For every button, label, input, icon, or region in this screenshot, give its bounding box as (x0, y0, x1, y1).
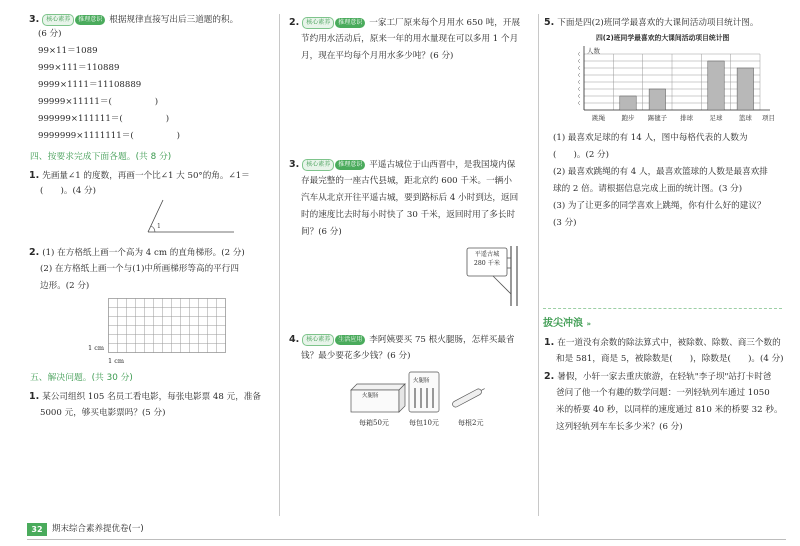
grid-cm-label-bottom: 1 cm (108, 357, 125, 365)
q3-line-2: 999×111＝110889 (38, 63, 120, 73)
q5-1-line-2: 5000 元，够买电影票吗？(5 分) (40, 408, 166, 418)
product-2-price: 每包10元 (409, 419, 439, 427)
q5-1 (29, 390, 261, 405)
k2-line-2: 爸问了他一个有趣的数学问题：一列轻轨列车通过 1050 (556, 388, 770, 398)
r-q5-3-line-2: (3 分) (553, 218, 577, 228)
section-5-heading: 五、解决问题。(共 30 分) (30, 373, 133, 383)
chart-y-tick-blank (579, 66, 581, 70)
chart-y-label: 人数 (587, 47, 600, 55)
m-q2-line-1: 一家工厂原来每个月用水 650 吨，开展 (369, 18, 521, 28)
r-q5-1-line-2: ( )。(2 分) (553, 150, 609, 160)
page-number: 32 (27, 523, 47, 536)
m-q3-tag-b: 推理意识 (335, 160, 365, 170)
k1-line-2: 和是 581，商是 5，被除数是( )，除数是( )。(4 分) (556, 354, 784, 364)
m-q4 (289, 333, 515, 348)
extension-heading-text: 拔尖冲浪 (543, 318, 583, 329)
k2-line-3: 米的桥要 40 秒，以同样的速度通过 810 米的桥要 32 秒。 (556, 405, 783, 415)
section-4-heading: 四、按要求完成下面各题。(共 8 分) (30, 152, 172, 162)
q3-line-6: 9999999×1111111＝( ) (38, 131, 181, 141)
k2 (544, 370, 771, 385)
svg-text:1: 1 (157, 223, 161, 230)
q4-2 (29, 246, 245, 261)
chart-bar-3 (649, 89, 665, 110)
k2-line-1: 暑假，小轩一家去重庆旅游，在轻轨"李子坝"站打卡时爸 (557, 372, 772, 382)
m-q3-line-3: 汽车从北京开往平遥古城，要到路标后 4 小时到达，返回 (301, 193, 519, 203)
k2-line-4: 这列轻轨列车车长多少米？(6 分) (556, 422, 683, 432)
m-q4-line-1: 李阿姨要买 75 根火腿肠，怎样买最省 (369, 335, 515, 345)
angle-1-figure (130, 198, 240, 238)
q4-2-number: 2. (29, 247, 40, 258)
m-q3-line-2: 存最完整的一座古代县城，距北京约 600 千米。一辆小 (301, 176, 512, 186)
q3-number: 3. (29, 14, 40, 25)
double-chevron-icon: » (586, 320, 592, 328)
r-q5-1-line-1: (1) 最喜欢足球的有 14 人，图中每格代表的人数为 (553, 133, 748, 143)
q3-text: 根据规律直接写出后三道题的积。 (109, 15, 239, 25)
q4-1 (29, 169, 250, 184)
chart-y-tick-blank (579, 94, 581, 98)
chart-category-label: 篮球 (738, 114, 752, 122)
r-q5-3-line-1: (3) 为了让更多的同学喜欢上跳绳，你有什么好的建议？ (553, 201, 766, 211)
m-q3 (289, 158, 515, 173)
chart-y-tick-blank (579, 87, 581, 91)
m-q3-line-4: 时的速度比去时每小时快了 30 千米，返回时用了多长时 (301, 210, 516, 220)
k1-line-1: 在一道没有余数的除法算式中，被除数、除数、商三个数的 (557, 338, 781, 348)
m-q2-tag-a: 核心素养 (302, 17, 334, 29)
chart-category-label: 跑步 (621, 114, 635, 122)
chart-y-tick-blank (579, 52, 581, 56)
m-q4-number: 4. (289, 334, 300, 345)
column-divider-2 (538, 14, 539, 516)
q3-points: (6 分) (38, 29, 62, 39)
m-q2 (289, 16, 520, 31)
chart-y-tick-blank (579, 101, 581, 105)
q3-line-4: 99999×11111＝( ) (38, 97, 159, 107)
grid-paper (108, 298, 228, 356)
chart-category-label: 足球 (709, 114, 723, 122)
m-q2-line-2: 节约用水活动后，原来一年的用水量现在可以多用 1 个月 (301, 34, 519, 44)
m-q4-line-2: 钱？最少要花多少钱？(6 分) (301, 351, 411, 361)
q5-1-number: 1. (29, 391, 40, 402)
chart-y-tick-blank (579, 59, 581, 63)
bar-chart (568, 44, 788, 130)
k2-number: 2. (544, 371, 555, 382)
q4-2-line-1: (1) 在方格纸上画一个高为 4 cm 的直角梯形。(2 分) (42, 248, 245, 258)
chart-bar-5 (708, 61, 724, 110)
k1-number: 1. (544, 337, 555, 348)
m-q2-number: 2. (289, 17, 300, 28)
chart-category-label: 排球 (680, 114, 694, 122)
q3-tag-b: 推理意识 (75, 15, 105, 25)
q4-1-number: 1. (29, 170, 40, 181)
m-q3-number: 3. (289, 159, 300, 170)
sign-line-1: 平遥古城 (474, 251, 500, 258)
chart-y-tick-blank (579, 80, 581, 84)
m-q2-tag-b: 推理意识 (335, 18, 365, 28)
m-q4-tag-b: 生活应用 (335, 335, 365, 345)
sign-line-2: 280 千米 (473, 260, 501, 268)
chart-category-label: 踢毽子 (647, 114, 668, 122)
q3-line-5: 999999×111111＝( ) (38, 114, 170, 124)
q3-line-3: 9999×1111＝11108889 (38, 80, 142, 90)
r-q5-2-line-1: (2) 最喜欢跳绳的有 4 人，最喜欢篮球的人数是最喜欢排 (553, 167, 768, 177)
m-q2-line-3: 月，现在平均每个月用水多少吨？(6 分) (301, 51, 454, 61)
q4-1-line-1: 先画量∠1 的度数，再画一个比∠1 大 50°的角。∠1＝ (42, 171, 250, 181)
chart-bar-6 (737, 68, 753, 110)
r-q5-text: 下面是四(2)班同学最喜欢的大课间活动项目统计图。 (557, 18, 759, 28)
product-2-box-text: 火腿肠 (413, 378, 430, 384)
q3-tag-a: 核心素养 (42, 14, 74, 26)
q4-1-line-2: ( )。(4 分) (40, 186, 96, 196)
footer-rule (27, 539, 786, 540)
r-q5-2-line-2: 球的 2 倍。请根据信息完成上面的统计图。(3 分) (553, 184, 743, 194)
product-3-price: 每根2元 (458, 419, 484, 427)
chart-x-label: 项目 (762, 114, 775, 122)
q5-1-line-1: 某公司组织 105 名员工看电影，每张电影票 48 元，准备 (42, 392, 261, 402)
q4-2-line-3: 边形。(2 分) (40, 281, 90, 291)
chart-category-label: 跳绳 (592, 114, 606, 122)
grid-cm-label-left: 1 cm (88, 344, 105, 352)
column-divider-1 (279, 14, 280, 516)
chart-title: 四(2)班同学最喜欢的大课间活动项目统计图 (596, 34, 730, 42)
extension-divider (543, 308, 782, 309)
m-q3-tag-a: 核心素养 (302, 159, 334, 171)
chart-y-tick-blank (579, 73, 581, 77)
product-1-box-text: 火腿肠 (362, 393, 379, 399)
q4-2-line-2: (2) 在方格纸上画一个与(1)中所画梯形等高的平行四 (40, 264, 239, 274)
road-sign (463, 244, 525, 308)
m-q4-tag-a: 核心素养 (302, 334, 334, 346)
q3-header (29, 13, 238, 28)
k1 (544, 336, 781, 351)
r-q5-number: 5. (544, 17, 555, 28)
r-q5 (544, 16, 758, 31)
extension-heading (543, 316, 591, 332)
m-q3-line-1: 平遥古城位于山西晋中，是我国境内保 (369, 160, 516, 170)
q3-line-1: 99×11＝1089 (38, 46, 98, 56)
m-q3-line-5: 间？(6 分) (301, 227, 342, 237)
chart-bar-2 (620, 96, 636, 110)
product-1-price: 每箱50元 (359, 419, 389, 427)
footer-title: 期末综合素养提优卷(一) (52, 524, 144, 534)
